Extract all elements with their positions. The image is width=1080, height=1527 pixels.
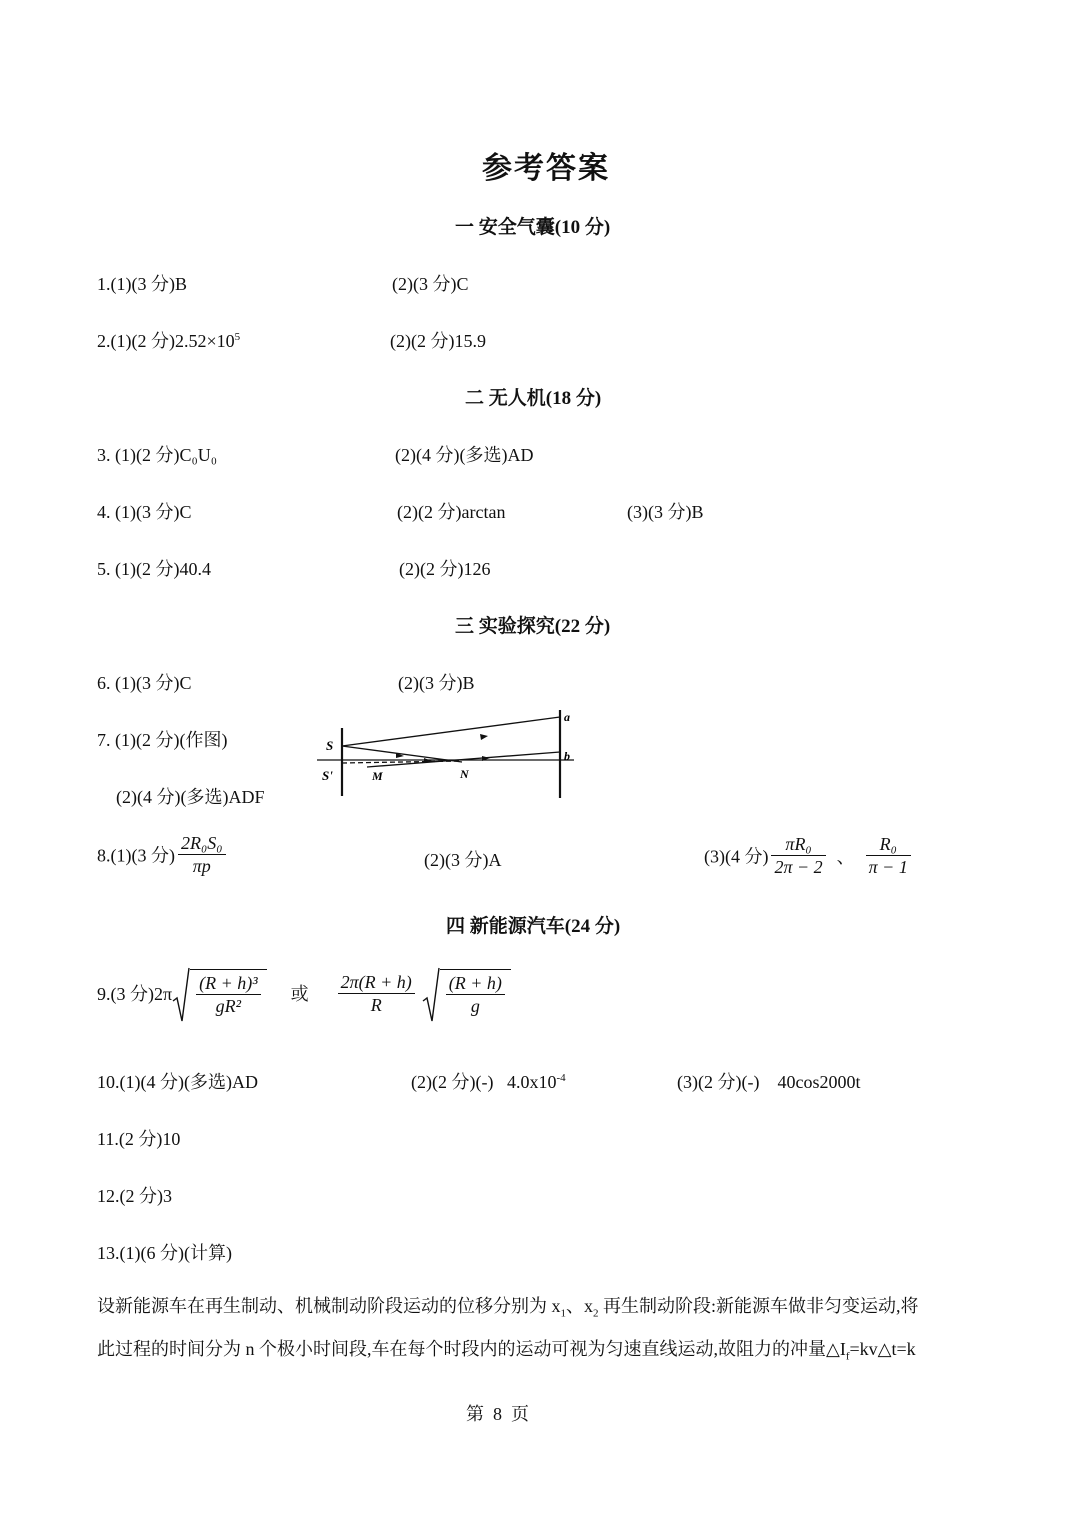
answer-4-2: (2)(2 分)arctan <box>397 502 506 522</box>
answer-4-1: 4. (1)(3 分)C <box>97 502 192 522</box>
diagram-label-n: N <box>460 767 469 781</box>
fraction-8-1 <box>178 832 226 877</box>
fraction-8-3b-den: π − 1 <box>868 857 908 877</box>
section-heading-1: 一 安全气囊(10 分) <box>455 217 611 238</box>
para-line1-sub1: 1 <box>560 1307 566 1320</box>
fraction-9-1-den: gR² <box>215 996 242 1016</box>
section-heading-3: 三 实验探究(22 分) <box>455 616 611 637</box>
answer-9-text: 9.(3 分)2π <box>97 984 173 1004</box>
fraction-9-2-den: R <box>370 994 382 1015</box>
answer-8-1-text: 8.(1)(3 分) <box>97 845 175 866</box>
answer-2-2: (2)(2 分)15.9 <box>390 331 486 351</box>
answer-9-or: 或 <box>290 984 309 1004</box>
answer-9 <box>97 969 511 1017</box>
page-title: 参考答案 <box>482 152 610 185</box>
answer-8-3-text: (3)(4 分) <box>704 846 769 867</box>
fraction-8-3b-num: R₀ <box>866 833 911 856</box>
answer-10-2-exponent: -4 <box>556 1072 566 1084</box>
answer-8-3 <box>704 833 914 878</box>
sqrt-9-1 <box>172 969 267 1017</box>
para-line1-c: 再生制动阶段:新能源车做非匀变运动,将 <box>598 1296 919 1316</box>
para-line2-sub: f <box>845 1350 850 1363</box>
fraction-9-2-num: 2π(R + h) <box>338 971 415 994</box>
para-line2-a: 此过程的时间分为 n 个极小时间段,车在每个时段内的运动可视为匀速直线运动,故阻力的冲量△I <box>97 1339 846 1359</box>
answer-6-2: (2)(3 分)B <box>398 673 475 693</box>
page-footer: 第 8 页 <box>466 1404 529 1424</box>
answer-8-2: (2)(3 分)A <box>424 850 502 870</box>
optics-ray-diagram <box>312 706 582 802</box>
diagram-label-b: b <box>564 749 570 763</box>
answer-11: 11.(2 分)10 <box>97 1129 181 1149</box>
solution-paragraph-line-2 <box>97 1337 916 1369</box>
para-line1-a: 设新能源车在再生制动、机械制动阶段运动的位移分别为 x <box>97 1296 561 1316</box>
answer-5-2: (2)(2 分)126 <box>399 559 491 579</box>
answer-4-3: (3)(3 分)B <box>627 502 704 522</box>
fraction-8-3b <box>866 833 911 878</box>
answer-8-3-separator: 、 <box>836 846 855 867</box>
fraction-9-2 <box>338 971 415 1016</box>
diagram-label-m: M <box>372 769 383 783</box>
answer-12: 12.(2 分)3 <box>97 1186 172 1206</box>
fraction-8-1-den: πp <box>192 856 211 876</box>
answer-3-2: (2)(4 分)(多选)AD <box>395 445 534 465</box>
answer-6-1: 6. (1)(3 分)C <box>97 673 192 693</box>
solution-paragraph-line-1 <box>97 1294 919 1326</box>
diagram-label-a: a <box>564 710 570 724</box>
section-heading-2: 二 无人机(18 分) <box>465 388 602 409</box>
answer-10-3: (3)(2 分)(-) 40cos2000t <box>677 1072 861 1092</box>
fraction-9-1-num: (R + h)³ <box>196 972 261 995</box>
fraction-8-1-num: 2R₀S₀ <box>178 832 226 855</box>
answer-10-2 <box>411 1068 566 1094</box>
fraction-8-3a-num: πR₀ <box>771 833 825 856</box>
para-line1-b: 、x <box>566 1296 593 1316</box>
answer-7-2: (2)(4 分)(多选)ADF <box>116 787 265 807</box>
answer-2-1-exponent: 5 <box>234 331 241 343</box>
answer-8-1 <box>97 832 229 877</box>
answer-13: 13.(1)(6 分)(计算) <box>97 1243 232 1263</box>
answer-10-1: 10.(1)(4 分)(多选)AD <box>97 1072 258 1092</box>
answer-5-1: 5. (1)(2 分)40.4 <box>97 559 211 579</box>
fraction-9-3-den: g <box>470 996 480 1016</box>
sqrt-9-2 <box>422 969 511 1017</box>
answer-2-1 <box>97 327 240 353</box>
fraction-9-3-num: (R + h) <box>446 972 505 995</box>
para-line2-b: =kv△t=k <box>849 1339 916 1359</box>
answer-2-1-text: 2.(1)(2 分)2.52×10 <box>97 331 235 351</box>
answer-1-1: 1.(1)(3 分)B <box>97 274 187 294</box>
answer-3-1: 3. (1)(2 分)C₀U₀ <box>97 445 218 465</box>
answer-1-2: (2)(3 分)C <box>392 274 469 294</box>
fraction-9-3 <box>446 972 505 1017</box>
answer-7-1: 7. (1)(2 分)(作图) <box>97 730 228 750</box>
section-heading-4: 四 新能源汽车(24 分) <box>446 916 621 937</box>
fraction-9-1 <box>196 972 261 1017</box>
diagram-label-s-prime: S' <box>322 768 333 783</box>
fraction-8-3a-den: 2π − 2 <box>774 857 823 877</box>
answer-10-2-text: (2)(2 分)(-) 4.0x10 <box>411 1072 557 1092</box>
diagram-label-s: S <box>326 738 334 753</box>
fraction-8-3a <box>771 833 825 878</box>
para-line1-sub2: 2 <box>593 1307 599 1320</box>
